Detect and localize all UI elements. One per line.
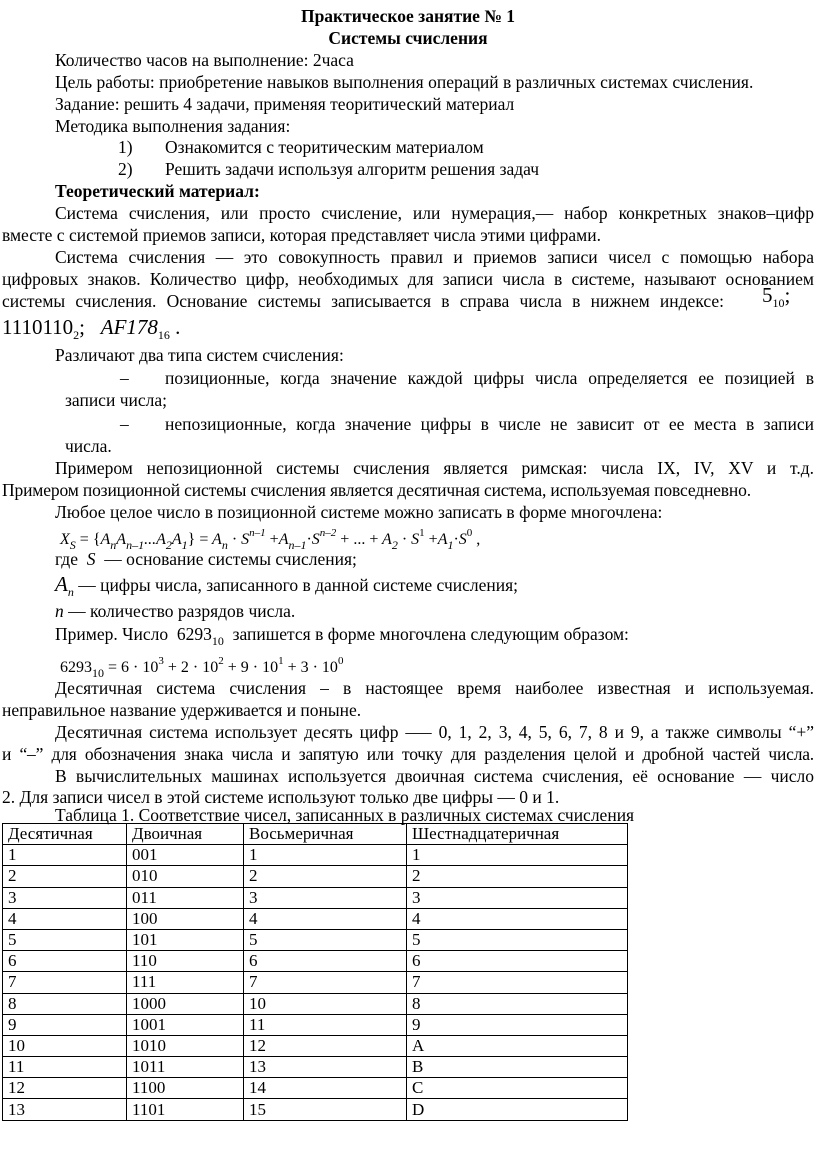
paragraph-line: вместе с системой приемов записи, которая представляет числа этими цифрами.: [2, 225, 601, 245]
table-cell: 5: [244, 929, 407, 950]
example-number-base: 10: [211, 634, 224, 648]
table-cell: 1: [407, 845, 628, 866]
hours-line: Количество часов на выполнение: 2часа: [55, 50, 354, 70]
table-cell: 1000: [127, 993, 244, 1014]
method-title: Методика выполнения задания:: [55, 116, 291, 136]
table-row: [3, 1014, 628, 1035]
table-cell: 11: [244, 1014, 407, 1035]
list-item-text: непозиционные, когда значение цифры в числе не зависит от ее места в записи: [165, 414, 814, 434]
example-line: [0, 623, 816, 653]
paragraph-line: цифровых знаков. Количество цифр, необходимых для записи числа в системе, называют основанием: [2, 269, 814, 289]
table-cell: 9: [3, 1014, 127, 1035]
paragraph-line: Система счисления, или просто счисление, или нумерация,— набор конкретных знаков–цифр: [55, 203, 814, 223]
table-cell: 3: [3, 887, 127, 908]
table-row: [3, 845, 628, 866]
theory-title: Теоретический материал:: [55, 181, 260, 201]
table-cell: 3: [244, 887, 407, 908]
number-base: 16: [157, 328, 170, 342]
table-header-cell: Десятичная: [3, 824, 127, 845]
example-number: $5_{10}$;: [762, 283, 791, 310]
number-value: AF178: [100, 315, 158, 339]
step-number: 1): [118, 137, 133, 157]
table-cell: C: [407, 1078, 628, 1099]
table-cell: 13: [3, 1099, 127, 1120]
table-row: [3, 1035, 628, 1056]
example-formula: $6293_{10} = 6 \cdot 10^3 + 2 \cdot 10^2 + 9 \cdot 10^1 + 3 \cdot 10^0$: [60, 655, 344, 680]
table-cell: 12: [3, 1078, 127, 1099]
example-numbers-row: $1110110_2$; $AF178_{16}$ .: [2, 315, 181, 342]
paragraph-line: и “–” для обозначения знака числа и запятую или точку для разделения целой и дробной частей числа.: [2, 744, 814, 764]
table-cell: 9: [407, 1014, 628, 1035]
method-step: [118, 158, 816, 181]
page-subtitle: Системы счисления: [328, 28, 488, 48]
table-cell: 010: [127, 866, 244, 887]
polynomial-formula: $X_S = \{A_nA_{n-1}...A_2A_1\} = A_n \cdot S^{n-1} +A_{n-1}\cdot S^{n-2}$ + ... + $A_2 \cdot S^1 +A_1\cdot S^0$ ,: [60, 527, 481, 552]
number-base: 10: [772, 296, 785, 310]
table-cell: 110: [127, 951, 244, 972]
step-number: 2): [118, 159, 133, 179]
table-cell: A: [407, 1035, 628, 1056]
paragraph-line: Система счисления — это совокупность правил и приемов записи чисел с помощью набора: [55, 247, 814, 267]
paragraph-line: Десятичная система счисления – в настоящее время наиболее известная и используемая.: [55, 678, 814, 698]
example-intro: Пример. Число: [55, 624, 169, 644]
table-cell: 4: [244, 908, 407, 929]
table-row: [3, 866, 628, 887]
definition-n: n — количество разрядов числа.: [55, 601, 296, 621]
table-cell: 6: [244, 951, 407, 972]
table-cell: 7: [407, 972, 628, 993]
paragraph-line: Примером позиционной системы счисления является десятичная система, используемая повседневно.: [2, 480, 751, 500]
table-cell: 13: [244, 1057, 407, 1078]
table-cell: B: [407, 1057, 628, 1078]
table-row: [3, 908, 628, 929]
table-cell: 1101: [127, 1099, 244, 1120]
table-cell: 3: [407, 887, 628, 908]
conversion-table: [2, 823, 628, 1121]
goal-line: Цель работы: приобретение навыков выполнения операций в различных системах счисления.: [55, 72, 754, 92]
example-number-value: 6293: [176, 624, 212, 644]
number-base: 2: [73, 328, 80, 342]
table-cell: 7: [244, 972, 407, 993]
list-item-continuation: записи числа;: [65, 390, 167, 410]
table-cell: 14: [244, 1078, 407, 1099]
list-item-continuation: числа.: [65, 436, 112, 456]
page-title: Практическое занятие № 1: [300, 6, 516, 26]
definition-a: $A_n$ — цифры числа, записанного в данной системе счисления;: [55, 572, 519, 599]
definition-text: — количество разрядов числа.: [68, 601, 296, 621]
table-cell: D: [407, 1099, 628, 1120]
table-cell: 10: [3, 1035, 127, 1056]
table-cell: 2: [3, 866, 127, 887]
table-cell: 111: [127, 972, 244, 993]
table-cell: 8: [3, 993, 127, 1014]
table-cell: 4: [407, 908, 628, 929]
paragraph-line: Примером непозиционной системы счисления является римская: числа IX, IV, XV и т.д.: [55, 458, 814, 478]
table-cell: 101: [127, 929, 244, 950]
table-cell: 011: [127, 887, 244, 908]
types-intro: Различают два типа систем счисления:: [55, 345, 344, 365]
table-row: [3, 1078, 628, 1099]
table-header-row: [3, 824, 628, 845]
table-cell: 5: [407, 929, 628, 950]
table-cell: 1001: [127, 1014, 244, 1035]
example-rest: запишется в форме многочлена следующим образом:: [232, 624, 629, 644]
table-row: [3, 972, 628, 993]
table-header-cell: Шестнадцатеричная: [407, 824, 628, 845]
list-item-text: позиционные, когда значение каждой цифры числа определяется ее позицией в: [165, 368, 814, 388]
table-cell: 1010: [127, 1035, 244, 1056]
table-cell: 1: [244, 845, 407, 866]
table-cell: 11: [3, 1057, 127, 1078]
table-cell: 12: [244, 1035, 407, 1056]
table-row: [3, 887, 628, 908]
paragraph-line: неправильное название удерживается и поныне.: [2, 700, 362, 720]
step-text: Решить задачи используя алгоритм решения задач: [165, 159, 540, 179]
table-cell: 4: [3, 908, 127, 929]
definition-s: где S — основание системы счисления;: [55, 549, 357, 569]
paragraph-line: Любое целое число в позиционной системе можно записать в форме многочлена:: [55, 502, 663, 522]
table-row: [3, 929, 628, 950]
table-cell: 6: [3, 951, 127, 972]
table-cell: 10: [244, 993, 407, 1014]
table-cell: 1100: [127, 1078, 244, 1099]
table-cell: 8: [407, 993, 628, 1014]
table-header-cell: Двоичная: [127, 824, 244, 845]
table-cell: 5: [3, 929, 127, 950]
dash-bullet: –: [120, 368, 129, 388]
paragraph-line: системы счисления. Основание системы записывается в справа числа в нижнем индексе:: [2, 291, 724, 311]
table-row: [3, 993, 628, 1014]
task-line: Задание: решить 4 задачи, применяя теоритический материал: [55, 94, 515, 114]
table-header-cell: Восьмеричная: [244, 824, 407, 845]
table-cell: 6: [407, 951, 628, 972]
table-row: [3, 1057, 628, 1078]
table-cell: 001: [127, 845, 244, 866]
table-cell: 7: [3, 972, 127, 993]
paragraph-line: В вычислительных машинах используется двоичная система счисления, её основание — число: [55, 766, 814, 786]
paragraph-line: Десятичная система использует десять цифр ––– 0, 1, 2, 3, 4, 5, 6, 7, 8 и 9, а также символы “+”: [55, 722, 814, 742]
table-cell: 2: [407, 866, 628, 887]
dash-bullet: –: [120, 414, 129, 434]
step-text: Ознакомится с теоритическим материалом: [165, 137, 484, 157]
table-row: [3, 951, 628, 972]
table-cell: 1: [3, 845, 127, 866]
definition-text: — цифры числа, записанного в данной системе счисления;: [78, 575, 519, 595]
table-row: [3, 1099, 628, 1120]
table-cell: 2: [244, 866, 407, 887]
table-cell: 15: [244, 1099, 407, 1120]
table-cell: 1011: [127, 1057, 244, 1078]
method-step: [118, 136, 816, 159]
number-value: 1110110: [2, 315, 74, 339]
table-caption: Таблица 1. Соответствие чисел, записанных в различных системах счисления: [55, 805, 635, 825]
number-value: 5: [762, 283, 773, 307]
definition-text: — основание системы счисления;: [104, 549, 357, 569]
table-cell: 100: [127, 908, 244, 929]
paragraph-line: 2. Для записи чисел в этой системе используют только две цифры — 0 и 1.: [2, 787, 560, 807]
